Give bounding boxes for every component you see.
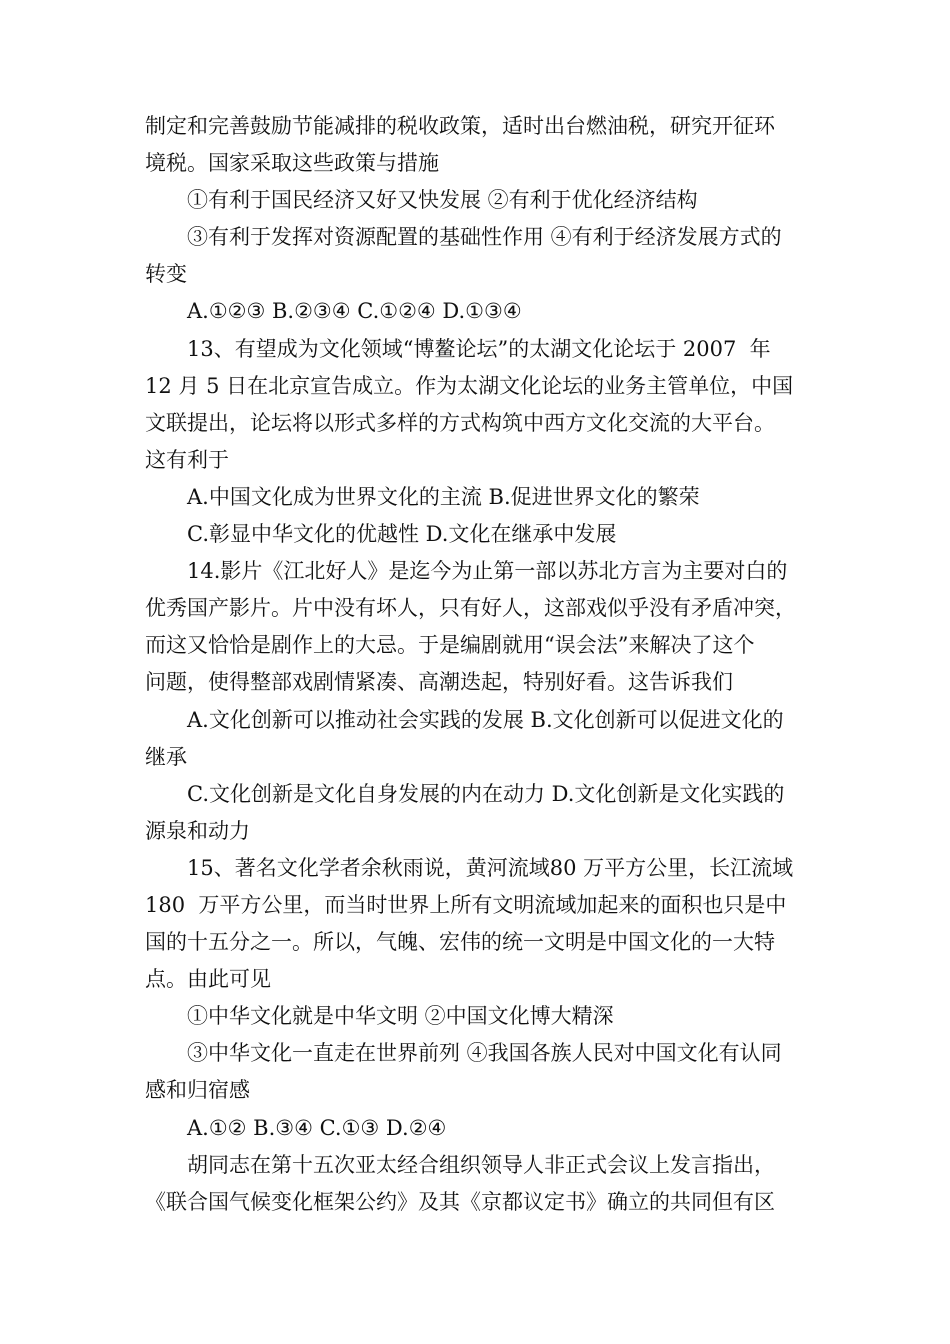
text-line: ③有利于发挥对资源配置的基础性作用 ④有利于经济发展方式的 xyxy=(187,225,782,250)
answer-options: C.彰显中华文化的优越性 D.文化在继承中发展 xyxy=(187,522,617,547)
text-line: ①有利于国民经济又好又快发展 ②有利于优化经济结构 xyxy=(187,188,698,213)
text-line: 180 万平方公里，而当时世界上所有文明流域加起来的面积也只是中 xyxy=(145,892,787,917)
text-line: 问题，使得整部戏剧情紧凑、高潮迭起，特别好看。这告诉我们 xyxy=(145,670,733,695)
text-line: 国的十五分之一。所以，气魄、宏伟的统一文明是中国文化的一大特 xyxy=(145,930,775,955)
question-13: 13、有望成为文化领域“博鳌论坛”的太湖文化论坛于 2007 年 xyxy=(187,336,771,361)
answer-options: A.①② B.③④ C.①③ D.②④ xyxy=(187,1115,447,1140)
text-line: 12 月 5 日在北京宣告成立。作为太湖文化论坛的业务主管单位，中国 xyxy=(145,373,794,398)
text-line: 文联提出，论坛将以形式多样的方式构筑中西方文化交流的大平台。 xyxy=(145,410,775,435)
text-line: 胡同志在第十五次亚太经合组织领导人非正式会议上发言指出， xyxy=(187,1152,775,1177)
answer-options: C.文化创新是文化自身发展的内在动力 D.文化创新是文化实践的 xyxy=(187,781,785,806)
text-line: ①中华文化就是中华文明 ②中国文化博大精深 xyxy=(187,1004,614,1029)
text-line: 继承 xyxy=(145,744,187,769)
text-line: 而这又恰恰是剧作上的大忌。于是编剧就用“误会法”来解决了这个 xyxy=(145,633,755,658)
text-line: 优秀国产影片。片中没有坏人，只有好人，这部戏似乎没有矛盾冲突， xyxy=(145,596,796,621)
text-line: 感和归宿感 xyxy=(145,1078,250,1103)
text-line: 境税。国家采取这些政策与措施 xyxy=(145,151,439,176)
text-line: 《联合国气候变化框架公约》及其《京都议定书》确立的共同但有区 xyxy=(145,1189,775,1214)
question-15: 15、著名文化学者余秋雨说，黄河流域80 万平方公里，长江流域 xyxy=(187,855,794,880)
text-line: 转变 xyxy=(145,262,187,287)
text-line: 这有利于 xyxy=(145,447,229,472)
document-body xyxy=(145,108,815,1221)
text-line: ③中华文化一直走在世界前列 ④我国各族人民对中国文化有认同 xyxy=(187,1041,782,1066)
answer-options: A.①②③ B.②③④ C.①②④ D.①③④ xyxy=(187,299,522,324)
text-line: 点。由此可见 xyxy=(145,967,271,992)
question-14: 14.影片《江北好人》是迄今为止第一部以苏北方言为主要对白的 xyxy=(187,559,788,584)
answer-options: A.中国文化成为世界文化的主流 B.促进世界文化的繁荣 xyxy=(187,484,700,509)
text-line: 源泉和动力 xyxy=(145,818,250,843)
text-line: 制定和完善鼓励节能减排的税收政策，适时出台燃油税，研究开征环 xyxy=(145,114,775,138)
answer-options: A.文化创新可以推动社会实践的发展 B.文化创新可以促进文化的 xyxy=(187,707,784,732)
